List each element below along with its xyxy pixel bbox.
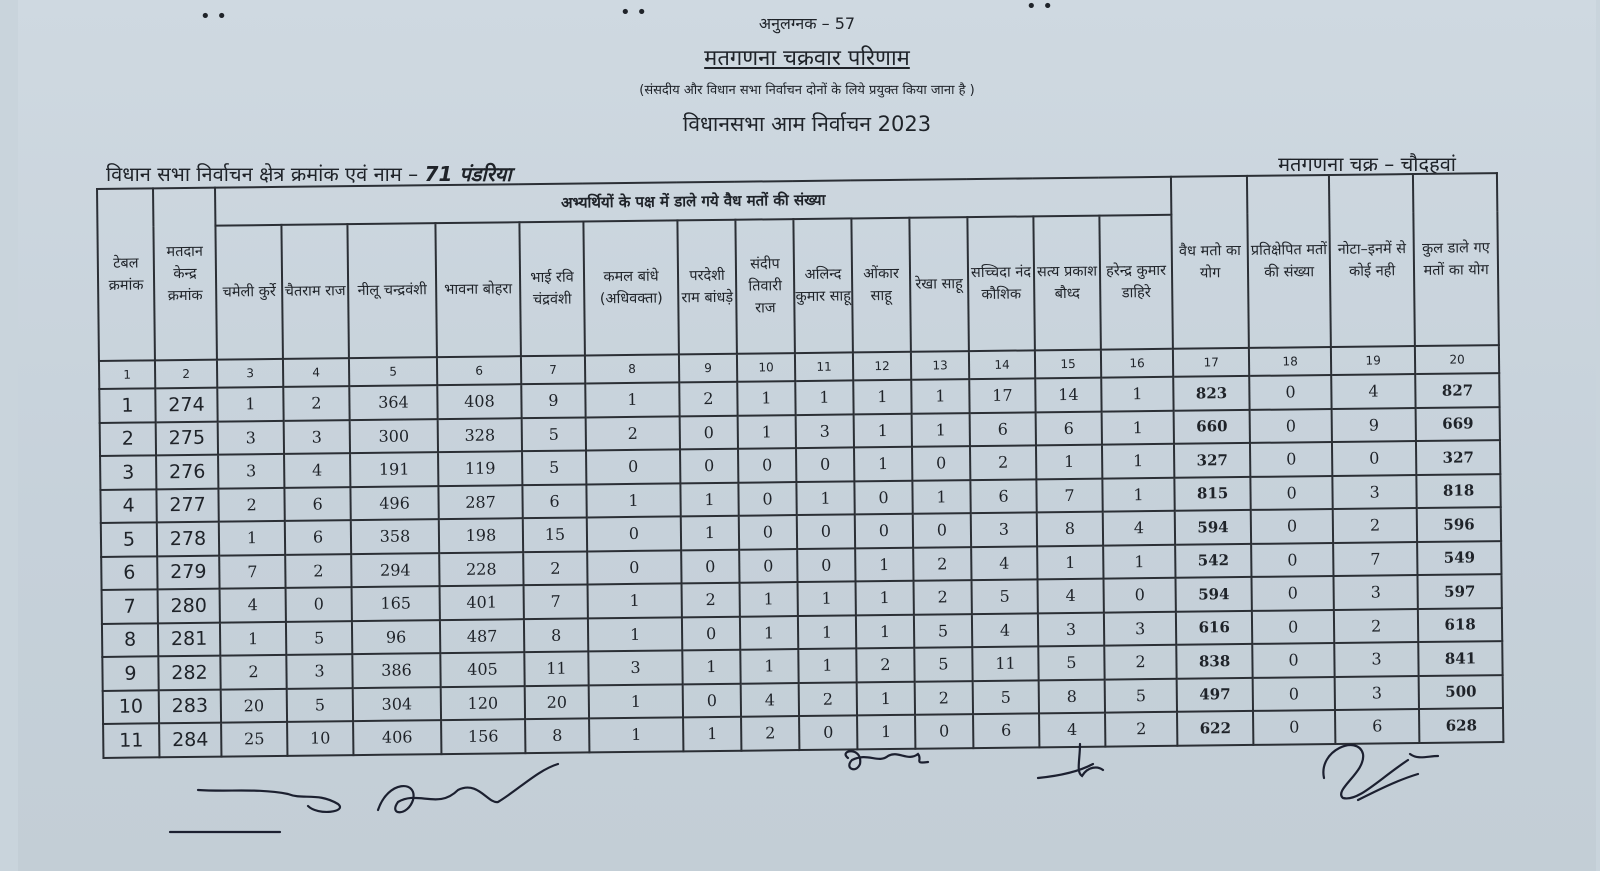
table-cell: 3 bbox=[588, 650, 682, 685]
col-header: मतदान केन्द्र क्रमांक bbox=[153, 188, 217, 361]
table-cell: 1 bbox=[737, 381, 795, 415]
column-number: 2 bbox=[155, 360, 217, 389]
table-cell: 0 bbox=[1253, 710, 1335, 744]
col-header: अलिन्द कुमार साहू bbox=[793, 218, 853, 353]
table-cell: 3 bbox=[100, 455, 156, 489]
speck: • • bbox=[200, 6, 227, 27]
column-number: 13 bbox=[911, 351, 969, 380]
counting-round: मतगणना चक्र – चौदहवां bbox=[1278, 152, 1456, 176]
table-cell: 628 bbox=[1419, 708, 1503, 742]
column-number: 6 bbox=[437, 356, 521, 385]
table-cell: 1 bbox=[798, 581, 856, 615]
table-cell: 0 bbox=[1250, 442, 1332, 476]
column-number: 16 bbox=[1101, 349, 1173, 378]
table-cell: 3 bbox=[971, 512, 1037, 546]
column-number: 5 bbox=[349, 357, 437, 386]
table-cell: 6 bbox=[1335, 709, 1419, 743]
col-header: परदेशी राम बांधड़े bbox=[677, 220, 737, 355]
table-cell: 5 bbox=[1038, 646, 1104, 680]
table-cell: 0 bbox=[286, 587, 352, 621]
table-cell: 9 bbox=[1332, 408, 1416, 442]
table-cell: 120 bbox=[441, 686, 525, 720]
table-cell: 10 bbox=[287, 721, 353, 755]
table-cell: 4 bbox=[100, 489, 156, 523]
table-cell: 96 bbox=[352, 620, 440, 654]
table-cell: 1 bbox=[217, 387, 283, 421]
table-cell: 405 bbox=[440, 652, 524, 686]
table-cell: 5 bbox=[1105, 678, 1177, 712]
table-cell: 815 bbox=[1174, 476, 1250, 510]
table-cell: 500 bbox=[1419, 675, 1503, 709]
table-cell: 0 bbox=[587, 550, 681, 585]
table-cell: 4 bbox=[1038, 579, 1104, 613]
table-cell: 0 bbox=[738, 482, 796, 516]
table-cell: 0 bbox=[587, 516, 681, 551]
table-cell: 818 bbox=[1416, 474, 1500, 508]
table-cell: 7 bbox=[524, 584, 588, 618]
table-cell: 542 bbox=[1175, 543, 1251, 577]
table-cell: 4 bbox=[741, 683, 799, 717]
table-cell: 2 bbox=[1333, 508, 1417, 542]
document-subtitle: (संसदीय और विधान सभा निर्वाचन दोनों के लिये प्रयुक्त किया जाना है ) bbox=[639, 83, 975, 98]
table-cell: 2 bbox=[856, 648, 914, 682]
table-cell: 4 bbox=[972, 613, 1038, 647]
table-cell: 5 bbox=[972, 579, 1038, 613]
column-number: 19 bbox=[1331, 346, 1415, 375]
table-cell: 2 bbox=[285, 554, 351, 588]
table-cell: 6 bbox=[101, 556, 157, 590]
table-cell: 2 bbox=[1105, 712, 1177, 746]
table-cell: 838 bbox=[1176, 644, 1252, 678]
table-cell: 1 bbox=[740, 649, 798, 683]
table-cell: 1 bbox=[740, 616, 798, 650]
table-cell: 3 bbox=[1335, 676, 1419, 710]
table-cell: 1 bbox=[586, 483, 680, 518]
table-cell: 496 bbox=[350, 486, 438, 520]
table-cell: 8 bbox=[524, 618, 588, 652]
table-cell: 386 bbox=[352, 653, 440, 687]
table-cell: 7 bbox=[1333, 542, 1417, 576]
table-cell: 25 bbox=[221, 722, 287, 756]
signature-4 bbox=[1323, 745, 1438, 800]
table-cell: 2 bbox=[283, 386, 349, 420]
table-cell: 1 bbox=[680, 482, 738, 516]
column-number: 7 bbox=[521, 355, 585, 384]
table-cell: 1 bbox=[683, 717, 741, 751]
table-cell: 1 bbox=[588, 583, 682, 618]
table-cell: 327 bbox=[1416, 440, 1500, 474]
table-cell: 9 bbox=[521, 383, 585, 417]
table-cell: 2 bbox=[523, 551, 587, 585]
table-cell: 841 bbox=[1418, 641, 1502, 675]
table-cell: 1 bbox=[853, 380, 911, 414]
table-cell: 1 bbox=[589, 717, 683, 752]
table-cell: 2 bbox=[915, 681, 973, 715]
table-cell: 0 bbox=[1252, 609, 1334, 643]
column-number: 1 bbox=[99, 360, 155, 389]
table-cell: 6 bbox=[970, 412, 1036, 446]
table-cell: 0 bbox=[797, 548, 855, 582]
speck: • • bbox=[620, 2, 647, 23]
table-cell: 7 bbox=[102, 589, 158, 623]
signature-1 bbox=[198, 764, 558, 812]
table-cell: 487 bbox=[440, 619, 524, 653]
table-cell: 9 bbox=[102, 656, 158, 690]
table-cell: 11 bbox=[103, 723, 159, 757]
table-cell: 2 bbox=[679, 382, 737, 416]
table-cell: 8 bbox=[102, 623, 158, 657]
table-cell: 3 bbox=[796, 414, 854, 448]
table-cell: 1 bbox=[912, 413, 970, 447]
table-cell: 0 bbox=[912, 446, 970, 480]
table-cell: 0 bbox=[796, 447, 854, 481]
table-cell: 279 bbox=[157, 555, 219, 589]
table-cell: 622 bbox=[1177, 711, 1253, 745]
table-cell: 1 bbox=[1101, 377, 1173, 411]
table-cell: 119 bbox=[438, 451, 522, 485]
document-title: मतगणना चक्रवार परिणाम bbox=[704, 46, 910, 71]
table-cell: 4 bbox=[220, 588, 286, 622]
table-cell: 2 bbox=[220, 655, 286, 689]
table-cell: 549 bbox=[1417, 541, 1501, 575]
results-table bbox=[96, 172, 1504, 758]
table-cell: 20 bbox=[525, 685, 589, 719]
annexure-label: अनुलग्नक – 57 bbox=[758, 14, 856, 33]
column-number: 10 bbox=[737, 353, 795, 382]
table-cell: 1 bbox=[912, 480, 970, 514]
table-cell: 597 bbox=[1418, 574, 1502, 608]
table-cell: 364 bbox=[349, 385, 437, 419]
table-cell: 15 bbox=[523, 517, 587, 551]
table-cell: 0 bbox=[680, 415, 738, 449]
table-cell: 0 bbox=[1103, 578, 1175, 612]
table-cell: 282 bbox=[158, 656, 220, 690]
table-cell: 358 bbox=[351, 519, 439, 553]
table-cell: 276 bbox=[156, 455, 218, 489]
results-table-wrapper bbox=[96, 172, 1504, 758]
table-cell: 5 bbox=[287, 688, 353, 722]
table-cell: 2 bbox=[682, 583, 740, 617]
table-cell: 1 bbox=[856, 614, 914, 648]
table-cell: 669 bbox=[1416, 407, 1500, 441]
table-cell: 1 bbox=[856, 581, 914, 615]
constituency-line bbox=[106, 160, 512, 187]
table-cell: 7 bbox=[1036, 478, 1102, 512]
constituency-label: विधान सभा निर्वाचन क्षेत्र क्रमांक एवं नाम – bbox=[106, 162, 419, 186]
table-cell: 408 bbox=[437, 384, 521, 418]
table-cell: 294 bbox=[351, 553, 439, 587]
table-cell: 1 bbox=[798, 648, 856, 682]
table-cell: 2 bbox=[1334, 609, 1418, 643]
table-cell: 274 bbox=[155, 388, 217, 422]
column-number: 11 bbox=[795, 352, 853, 381]
table-cell: 618 bbox=[1418, 608, 1502, 642]
column-number: 17 bbox=[1173, 348, 1249, 377]
table-cell: 594 bbox=[1175, 510, 1251, 544]
table-cell: 3 bbox=[218, 454, 284, 488]
table-cell: 275 bbox=[156, 421, 218, 455]
table-cell: 0 bbox=[738, 448, 796, 482]
speck: • • bbox=[1026, 0, 1053, 17]
col-header: चैतराम राज bbox=[281, 224, 349, 359]
table-cell: 3 bbox=[1104, 611, 1176, 645]
table-cell: 2 bbox=[100, 422, 156, 456]
col-header: सत्य प्रकाश बौध्द bbox=[1033, 216, 1101, 351]
table-cell: 3 bbox=[286, 654, 352, 688]
table-cell: 0 bbox=[683, 683, 741, 717]
table-cell: 17 bbox=[969, 378, 1035, 412]
table-cell: 596 bbox=[1417, 507, 1501, 541]
col-header: भावना बोहरा bbox=[435, 222, 521, 357]
table-cell: 3 bbox=[218, 420, 284, 454]
table-cell: 284 bbox=[159, 723, 221, 757]
table-cell: 0 bbox=[680, 449, 738, 483]
table-cell: 1 bbox=[740, 582, 798, 616]
column-number: 4 bbox=[283, 358, 349, 387]
column-number: 20 bbox=[1415, 345, 1499, 374]
col-header: नीलू चन्द्रवंशी bbox=[347, 223, 437, 358]
table-cell: 0 bbox=[1251, 509, 1333, 543]
table-cell: 827 bbox=[1415, 373, 1499, 407]
table-cell: 1 bbox=[854, 447, 912, 481]
table-cell: 10 bbox=[103, 690, 159, 724]
table-cell: 281 bbox=[158, 622, 220, 656]
table-cell: 2 bbox=[218, 487, 284, 521]
table-cell: 1 bbox=[857, 715, 915, 749]
table-cell: 0 bbox=[855, 514, 913, 548]
table-cell: 1 bbox=[738, 415, 796, 449]
table-cell: 0 bbox=[799, 715, 857, 749]
table-cell: 1 bbox=[1102, 477, 1174, 511]
table-cell: 0 bbox=[915, 714, 973, 748]
table-cell: 1 bbox=[795, 380, 853, 414]
col-header: सच्चिदा नंद कौशिक bbox=[967, 216, 1035, 351]
table-cell: 5 bbox=[101, 522, 157, 556]
table-cell: 327 bbox=[1174, 443, 1250, 477]
table-cell: 2 bbox=[970, 445, 1036, 479]
table-cell: 1 bbox=[220, 621, 286, 655]
election-name: विधानसभा आम निर्वाचन 2023 bbox=[682, 112, 932, 136]
table-cell: 228 bbox=[439, 552, 523, 586]
table-cell: 6 bbox=[522, 484, 586, 518]
column-number: 8 bbox=[585, 354, 679, 383]
table-cell: 0 bbox=[586, 449, 680, 484]
table-cell: 2 bbox=[741, 716, 799, 750]
table-cell: 401 bbox=[440, 585, 524, 619]
table-cell: 287 bbox=[438, 485, 522, 519]
table-cell: 4 bbox=[1039, 713, 1105, 747]
table-cell: 0 bbox=[1251, 542, 1333, 576]
table-cell: 1 bbox=[1102, 410, 1174, 444]
candidates-group-header: अभ्यर्थियों के पक्ष में डाले गये वैध मतों की संख्या bbox=[215, 177, 1171, 226]
col-header: कुल डाले गए मतों का योग bbox=[1413, 173, 1499, 346]
table-cell: 616 bbox=[1176, 610, 1252, 644]
column-number: 9 bbox=[679, 354, 737, 383]
table-cell: 198 bbox=[439, 518, 523, 552]
table-cell: 2 bbox=[586, 416, 680, 451]
col-header: संदीप तिवारी राज bbox=[735, 219, 795, 354]
table-cell: 4 bbox=[1103, 511, 1175, 545]
table-cell: 5 bbox=[973, 680, 1039, 714]
table-cell: 1 bbox=[798, 615, 856, 649]
table-cell: 3 bbox=[1038, 612, 1104, 646]
table-cell: 2 bbox=[914, 580, 972, 614]
table-cell: 1 bbox=[99, 388, 155, 422]
col-header: नोटा–इनमें से कोई नही bbox=[1329, 174, 1415, 347]
table-cell: 328 bbox=[438, 418, 522, 452]
table-cell: 4 bbox=[1331, 374, 1415, 408]
table-cell: 5 bbox=[286, 621, 352, 655]
col-header: प्रतिक्षेपित मतों की संख्या bbox=[1247, 175, 1331, 348]
table-cell: 1 bbox=[588, 617, 682, 652]
table-cell: 304 bbox=[353, 687, 441, 721]
table-cell: 0 bbox=[1249, 375, 1331, 409]
table-cell: 0 bbox=[681, 549, 739, 583]
table-cell: 6 bbox=[970, 479, 1036, 513]
table-cell: 5 bbox=[914, 647, 972, 681]
table-cell: 2 bbox=[799, 682, 857, 716]
column-number: 12 bbox=[853, 352, 911, 381]
constituency-value: 71 पंडरिया bbox=[424, 162, 512, 186]
table-cell: 3 bbox=[1332, 475, 1416, 509]
col-header: भाई रवि चंद्रवंशी bbox=[519, 221, 585, 356]
table-cell: 0 bbox=[682, 616, 740, 650]
table-cell: 280 bbox=[158, 589, 220, 623]
table-cell: 6 bbox=[284, 487, 350, 521]
results-body bbox=[99, 345, 1504, 757]
table-cell: 5 bbox=[522, 450, 586, 484]
col-header: ओंकार साहू bbox=[851, 218, 911, 353]
table-cell: 1 bbox=[1103, 544, 1175, 578]
signatures bbox=[18, 720, 1596, 871]
table-cell: 0 bbox=[1250, 408, 1332, 442]
column-number: 15 bbox=[1035, 350, 1101, 379]
col-header: टेबल क्रमांक bbox=[97, 188, 155, 361]
table-cell: 300 bbox=[350, 419, 438, 453]
table-cell: 0 bbox=[1253, 676, 1335, 710]
table-cell: 277 bbox=[156, 488, 218, 522]
table-cell: 5 bbox=[522, 417, 586, 451]
col-header: चमेली कुर्रे bbox=[215, 225, 283, 360]
table-cell: 6 bbox=[285, 520, 351, 554]
column-number: 3 bbox=[217, 359, 283, 388]
table-cell: 1 bbox=[682, 650, 740, 684]
table-cell: 5 bbox=[914, 614, 972, 648]
table-cell: 1 bbox=[681, 516, 739, 550]
table-cell: 191 bbox=[350, 452, 438, 486]
table-cell: 406 bbox=[353, 720, 441, 754]
table-cell: 278 bbox=[157, 522, 219, 556]
table-cell: 1 bbox=[854, 413, 912, 447]
table-cell: 1 bbox=[585, 382, 679, 417]
column-number: 14 bbox=[969, 350, 1035, 379]
column-number: 18 bbox=[1249, 347, 1331, 376]
table-cell: 1 bbox=[855, 547, 913, 581]
table-cell: 1 bbox=[1102, 444, 1174, 478]
table-cell: 7 bbox=[219, 554, 285, 588]
table-cell: 20 bbox=[221, 688, 287, 722]
table-cell: 0 bbox=[1252, 643, 1334, 677]
table-cell: 1 bbox=[219, 521, 285, 555]
table-cell: 11 bbox=[972, 646, 1038, 680]
table-cell: 0 bbox=[1250, 475, 1332, 509]
signature-3 bbox=[1038, 744, 1103, 778]
table-cell: 497 bbox=[1177, 677, 1253, 711]
table-cell: 11 bbox=[524, 651, 588, 685]
table-cell: 1 bbox=[1037, 545, 1103, 579]
table-cell: 823 bbox=[1173, 376, 1249, 410]
table-cell: 14 bbox=[1035, 378, 1101, 412]
col-header: हरेन्द्र कुमार डाहिरे bbox=[1099, 215, 1173, 350]
col-header: कमल बांधे (अधिवक्ता) bbox=[583, 220, 679, 355]
col-header: रेखा साहू bbox=[909, 217, 969, 352]
table-cell: 0 bbox=[797, 514, 855, 548]
table-cell: 8 bbox=[1037, 512, 1103, 546]
table-cell: 3 bbox=[1334, 642, 1418, 676]
table-cell: 4 bbox=[284, 453, 350, 487]
table-cell: 3 bbox=[1334, 575, 1418, 609]
table-cell: 2 bbox=[1104, 645, 1176, 679]
table-cell: 1 bbox=[796, 481, 854, 515]
signature-2 bbox=[846, 751, 928, 769]
table-cell: 594 bbox=[1176, 577, 1252, 611]
table-cell: 660 bbox=[1174, 409, 1250, 443]
table-cell: 0 bbox=[1332, 441, 1416, 475]
document-sheet bbox=[18, 0, 1596, 871]
table-cell: 0 bbox=[913, 513, 971, 547]
table-cell: 1 bbox=[1036, 445, 1102, 479]
table-cell: 1 bbox=[589, 684, 683, 719]
table-cell: 6 bbox=[973, 713, 1039, 747]
col-header: वैध मतो का योग bbox=[1171, 176, 1249, 349]
table-cell: 3 bbox=[284, 420, 350, 454]
table-cell: 156 bbox=[441, 719, 525, 753]
table-cell: 8 bbox=[525, 718, 589, 752]
table-cell: 1 bbox=[857, 681, 915, 715]
table-cell: 0 bbox=[739, 515, 797, 549]
table-cell: 8 bbox=[1039, 679, 1105, 713]
table-cell: 283 bbox=[159, 689, 221, 723]
table-cell: 0 bbox=[854, 480, 912, 514]
table-cell: 0 bbox=[739, 549, 797, 583]
table-cell: 2 bbox=[913, 547, 971, 581]
table-cell: 6 bbox=[1036, 411, 1102, 445]
table-cell: 1 bbox=[911, 379, 969, 413]
table-cell: 4 bbox=[971, 546, 1037, 580]
table-cell: 165 bbox=[352, 586, 440, 620]
table-cell: 0 bbox=[1252, 576, 1334, 610]
